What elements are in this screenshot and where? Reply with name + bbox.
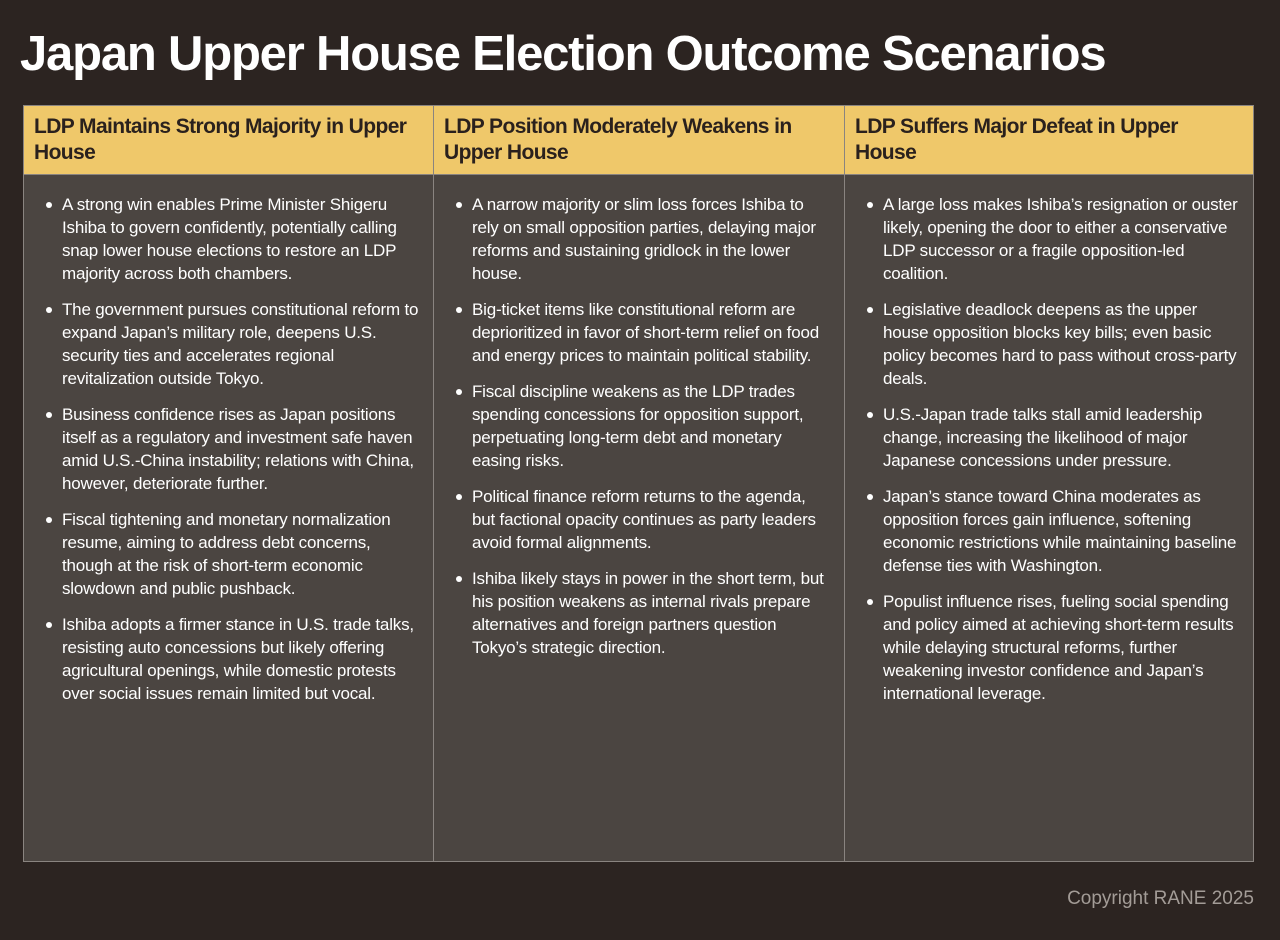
bullet-item: A narrow majority or slim loss forces Ishiba to rely on small opposition parties, delaying major reforms and sustaining gridlock in the lower house.: [452, 193, 830, 285]
page-title: Japan Upper House Election Outcome Scenarios: [20, 27, 1106, 81]
bullet-item: Populist influence rises, fueling social spending and policy aimed at achieving short-term results while delaying structural reforms, further weakening investor confidence and Japan’s international leverage.: [863, 590, 1239, 705]
scenario-table: [23, 105, 1254, 862]
bullet-item: Ishiba adopts a firmer stance in U.S. trade talks, resisting auto concessions but likely offering agricultural openings, while domestic protests over social issues remain limited but vocal.: [42, 613, 419, 705]
bullet-item: Ishiba likely stays in power in the short term, but his position weakens as internal rivals prepare alternatives and foreign partners question Tokyo’s strategic direction.: [452, 567, 830, 659]
bullet-item: Fiscal tightening and monetary normalization resume, aiming to address debt concerns, though at the risk of short-term economic slowdown and public pushback.: [42, 508, 419, 600]
bullet-item: Political finance reform returns to the agenda, but factional opacity continues as party leaders avoid formal alignments.: [452, 485, 830, 554]
bullet-item: A large loss makes Ishiba’s resignation or ouster likely, opening the door to either a conservative LDP successor or a fragile opposition-led coalition.: [863, 193, 1239, 285]
bullet-item: Legislative deadlock deepens as the upper house opposition blocks key bills; even basic policy becomes hard to pass without cross-party deals.: [863, 298, 1239, 390]
column-body: [24, 175, 433, 861]
bullet-item: Business confidence rises as Japan positions itself as a regulatory and investment safe haven amid U.S.-China instability; relations with China, however, deteriorate further.: [42, 403, 419, 495]
column-heading: LDP Suffers Major Defeat in Upper House: [845, 106, 1253, 175]
bullet-item: Japan’s stance toward China moderates as opposition forces gain influence, softening economic restrictions while maintaining baseline defense ties with Washington.: [863, 485, 1239, 577]
scenario-column-strong-majority: [23, 105, 434, 862]
scenario-column-moderate-weakening: [433, 105, 845, 862]
bullet-list: [863, 193, 1239, 705]
scenario-column-major-defeat: [844, 105, 1254, 862]
bullet-item: U.S.-Japan trade talks stall amid leadership change, increasing the likelihood of major Japanese concessions under pressure.: [863, 403, 1239, 472]
bullet-list: [42, 193, 419, 705]
bullet-item: Big-ticket items like constitutional reform are deprioritized in favor of short-term relief on food and energy prices to maintain political stability.: [452, 298, 830, 367]
copyright-text: Copyright RANE 2025: [1067, 888, 1254, 909]
bullet-item: Fiscal discipline weakens as the LDP trades spending concessions for opposition support, perpetuating long-term debt and monetary easing risks.: [452, 380, 830, 472]
bullet-item: The government pursues constitutional reform to expand Japan’s military role, deepens U.S. security ties and accelerates regional revitalization outside Tokyo.: [42, 298, 419, 390]
column-heading: LDP Position Moderately Weakens in Upper House: [434, 106, 844, 175]
bullet-list: [452, 193, 830, 659]
column-body: [434, 175, 844, 861]
bullet-item: A strong win enables Prime Minister Shigeru Ishiba to govern confidently, potentially calling snap lower house elections to restore an LDP majority across both chambers.: [42, 193, 419, 285]
column-heading: LDP Maintains Strong Majority in Upper House: [24, 106, 433, 175]
column-body: [845, 175, 1253, 861]
